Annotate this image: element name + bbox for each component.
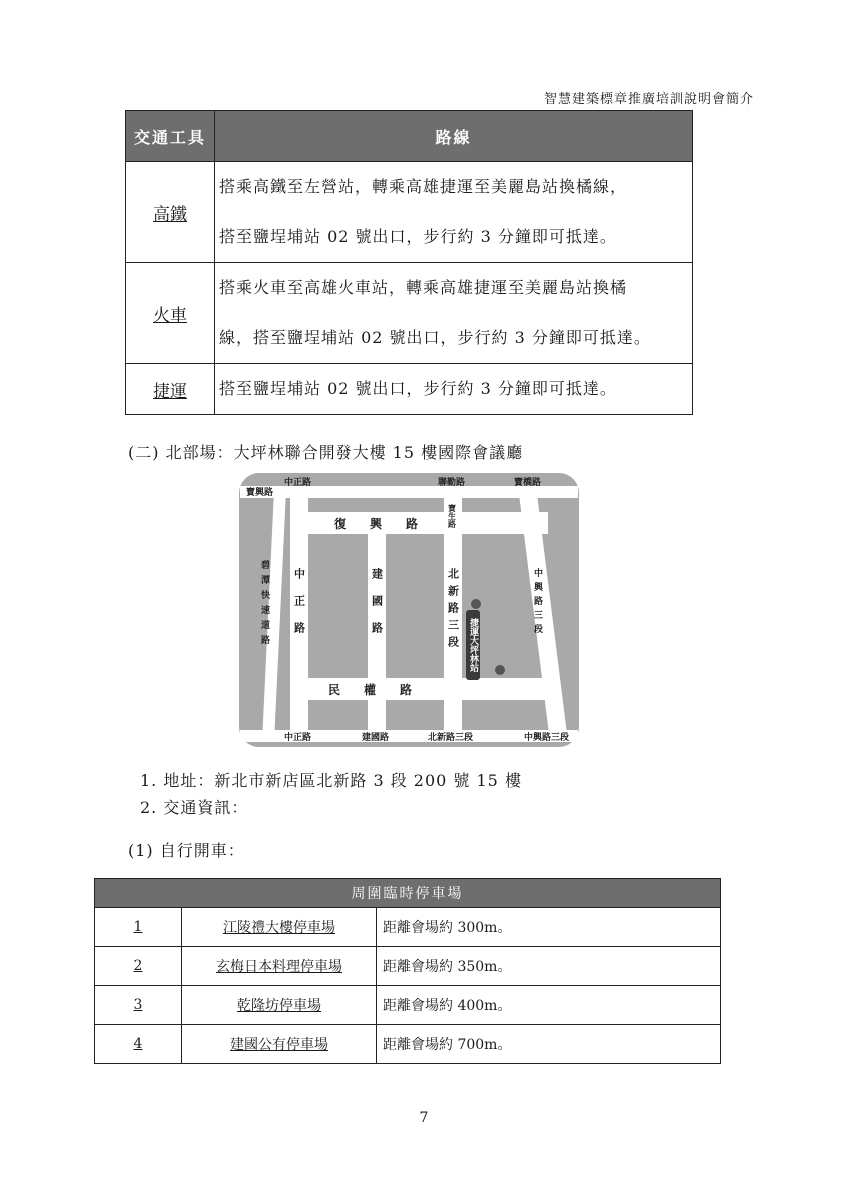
location-map	[238, 472, 580, 748]
map-label-baosheng: 寶生路	[447, 504, 457, 528]
parking-number: 2	[95, 947, 182, 986]
parking-distance: 距離會場約 300m。	[377, 908, 721, 947]
map-label-zhongzheng-bottom: 中正路	[284, 733, 312, 743]
parking-number: 3	[95, 986, 182, 1025]
table-row	[126, 162, 693, 263]
map-label-lianqin: 聯勤路	[438, 478, 466, 488]
parking-table	[94, 878, 721, 1064]
map-label-building: 捷運大坪林站	[468, 618, 478, 672]
parking-distance: 距離會場約 400m。	[377, 986, 721, 1025]
table-row	[95, 908, 721, 947]
section-title: (二) 北部場：大坪林聯合開發大樓 15 樓國際會議廳	[128, 443, 524, 462]
map-label-zhongzheng-v: 中正路	[292, 568, 306, 649]
header-route: 路線	[215, 111, 693, 162]
table-row	[95, 986, 721, 1025]
map-label-zhongxing-v: 中興路三段	[532, 568, 542, 638]
document-header: 智慧建築標章推廣培訓說明會簡介	[543, 92, 754, 107]
parking-table-title: 周圍臨時停車場	[95, 879, 721, 908]
header-mode: 交通工具	[126, 111, 215, 162]
map-label-minquan: 民權路	[328, 683, 437, 697]
metro-exit-icon	[495, 665, 505, 675]
map-label-beixin-bottom: 北新路三段	[428, 733, 474, 743]
map-label-jianguo-bottom: 建國路	[362, 733, 390, 743]
route-cell	[215, 263, 693, 364]
address-line: 1. 地址：新北市新店區北新路 3 段 200 號 15 樓	[140, 771, 522, 790]
table-row	[95, 1025, 721, 1064]
map-label-jianguo-v: 建國路	[370, 568, 384, 649]
metro-exit-icon	[471, 599, 481, 609]
map-label-beixin-v: 北新路三段	[446, 568, 460, 653]
route-line: 線，搭至鹽埕埔站 02 號出口，步行約 3 分鐘即可抵達。	[219, 328, 651, 347]
route-line: 搭乘高鐵至左營站，轉乘高雄捷運至美麗島站換橘線，	[219, 177, 628, 196]
mode-cell: 捷運	[126, 364, 215, 415]
table-row	[126, 263, 693, 364]
transport-table	[125, 110, 693, 415]
route-line: 搭至鹽埕埔站 02 號出口，步行約 3 分鐘即可抵達。	[219, 227, 617, 246]
mode-cell: 火車	[126, 263, 215, 364]
map-label-baoxing: 寶興路	[246, 488, 274, 498]
self-drive-heading: (1) 自行開車：	[128, 841, 245, 860]
parking-header-row	[95, 879, 721, 908]
map-label-baoqiao: 寶橋路	[514, 478, 542, 488]
table-row	[95, 947, 721, 986]
parking-number: 4	[95, 1025, 182, 1064]
parking-distance: 距離會場約 350m。	[377, 947, 721, 986]
route-line: 搭至鹽埕埔站 02 號出口，步行約 3 分鐘即可抵達。	[219, 379, 617, 398]
parking-name: 建國公有停車場	[182, 1025, 377, 1064]
route-cell	[215, 364, 693, 415]
map-label-zhongxing-bottom: 中興路三段	[524, 733, 570, 743]
parking-name: 江陵禮大樓停車場	[182, 908, 377, 947]
parking-distance: 距離會場約 700m。	[377, 1025, 721, 1064]
table-header-row	[126, 111, 693, 162]
parking-number: 1	[95, 908, 182, 947]
map-label-bitan: 碧潭快速道路	[259, 560, 269, 650]
table-row	[126, 364, 693, 415]
map-label-fuxing: 復興路	[334, 517, 443, 531]
route-cell	[215, 162, 693, 263]
route-line: 搭乘火車至高雄火車站，轉乘高雄捷運至美麗島站換橘	[219, 278, 628, 297]
transport-info-line: 2. 交通資訊：	[140, 798, 249, 817]
parking-name: 乾隆坊停車場	[182, 986, 377, 1025]
parking-name: 玄梅日本料理停車場	[182, 947, 377, 986]
page-number: 7	[419, 1110, 429, 1126]
mode-cell: 高鐵	[126, 162, 215, 263]
map-label-zhongzheng-top: 中正路	[284, 478, 312, 488]
